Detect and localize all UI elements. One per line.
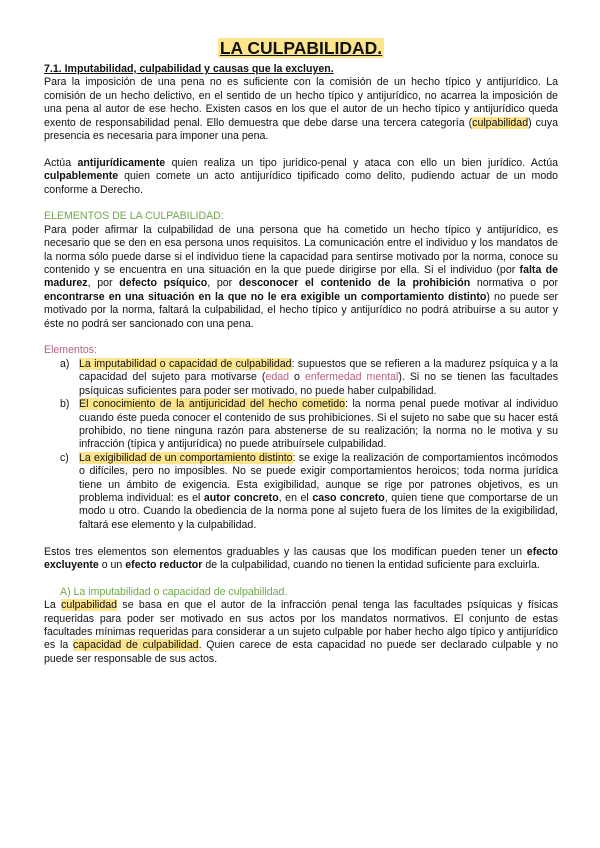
list-item-conocimiento (44, 398, 558, 452)
pink-enfermedad-mental: enfermedad mental (304, 371, 399, 384)
text-run: La (44, 599, 62, 612)
text-run: normativa o por (470, 277, 559, 290)
text-run: : la norma penal puede motivar al individuo cuando éste pueda conocer el contenido de sus prohibiciones. Si el sujeto no sabe que su hacer está prohibido, no tiene ninguna razón para abstenerse de su realización; la norma no le motiva y su infracción (típica y antijurídica) no puede atribuírsele culpabilidad. (79, 398, 558, 451)
text-run: o un (98, 558, 126, 571)
bold-defecto-psiquico: defecto psíquico (119, 277, 208, 290)
text-run: , por (87, 277, 120, 290)
spacer (44, 572, 558, 585)
highlight-culpabilidad: culpabilidad (472, 116, 529, 129)
text-run: , por (207, 277, 239, 290)
bold-no-exigible: encontrarse en una situación en la que no le era exigible un comportamiento distinto (44, 290, 487, 303)
text-run: de la culpabilidad, cuando no tienen la entidad suficiente para excluirla. (202, 558, 540, 571)
page-title-text: LA CULPABILIDAD. (219, 38, 383, 58)
page-title (44, 38, 558, 59)
highlight-conocimiento: El conocimiento de la antijuricidad del hecho cometido (79, 398, 345, 411)
bold-culpablemente: culpablemente (44, 170, 119, 183)
text-run: ). Si no se tienen las facultades psíquicas suficientes para poder ser motivado, no puede haber culpabilidad. (79, 371, 558, 397)
text-run: , en el (278, 491, 313, 504)
spacer (44, 197, 558, 210)
text-run: . Quien carece de esta capacidad no puede ser declarado culpable y no puede ser responsable de sus actos. (44, 639, 559, 665)
section-heading-elementos: ELEMENTOS DE LA CULPABILIDAD: (44, 210, 224, 223)
bold-efecto-reductor: efecto reductor (125, 558, 203, 571)
highlight-culpabilidad: culpabilidad (61, 599, 118, 612)
paragraph-imputabilidad (44, 599, 558, 666)
text-run: Actúa (44, 156, 78, 169)
text-run: o (289, 371, 305, 384)
paragraph-antijuridico (44, 157, 558, 197)
document-page (44, 38, 558, 666)
elementos-label: Elementos: (44, 344, 97, 357)
pink-edad: edad (265, 371, 290, 384)
highlight-imputabilidad: La imputabilidad o capacidad de culpabilidad (79, 357, 292, 370)
section-heading-7-1: 7.1. Imputabilidad, culpabilidad y causas que la excluyen. (44, 63, 334, 75)
bold-desconocer-prohibicion: desconocer el contenido de la prohibición (238, 277, 471, 290)
text-run: se basa en que el autor de la infracción penal tenga las facultades psíquicas y físicas requeridas para poder ser motivado en sus actos por los mandatos normativos. El conjunto de estas facultades mínimas requeridas para considerar a un sujeto culpable por haber hecho algo típico y antijurídico es la (44, 599, 558, 652)
paragraph-intro (44, 76, 558, 143)
text-run: ) cuya presencia es necesaria para imponer una pena. (44, 116, 558, 143)
text-run: Para la imposición de una pena no es suficiente con la comisión de un hecho típico y antijurídico. La comisión de un hecho delictivo, en el sentido de un hecho típico y antijurídico, no acarrea la imposición de una pena al autor de ese hecho. Existen casos en los que el autor de un hecho típico y antijurídico queda exento de responsabilidad penal. Ello demuestra que debe darse una tercera categoría ( (44, 76, 558, 129)
text-run: : supuestos que se refieren a la madurez psíquica y a la capacidad del sujeto para motivarse ( (79, 357, 558, 384)
bold-autor-concreto: autor concreto (203, 491, 279, 504)
elementos-list (44, 358, 558, 532)
list-item-imputabilidad (44, 358, 558, 398)
paragraph-graduables (44, 546, 558, 573)
text-run: : se exige la realización de comportamientos incómodos o difíciles, pero no imposibles. No se puede exigir comportamientos heroicos; toda norma jurídica tiene un ámbito de exigencia. Esta exigibilidad, aunque se rige por patrones objetivos, es un problema individual: es el (79, 451, 558, 504)
spacer (44, 143, 558, 156)
text-run: Para poder afirmar la culpabilidad de una persona que ha cometido un hecho típico y antijurídico, es necesario que se den en esa persona unos requisitos. La comunicación entre el individuo y los mandatos de la norma sólo puede darse si el individuo tiene la capacidad para sentirse motivado por la norma, conoce su contenido y se encuentra en una situación en la que puede dirigirse por ella. Si el individuo (por (44, 223, 558, 277)
bold-falta-madurez: falta de madurez (44, 264, 558, 290)
list-marker: a) (60, 357, 70, 370)
list-item-exigibilidad (44, 452, 558, 532)
list-marker: c) (60, 451, 69, 464)
spacer (44, 331, 558, 344)
list-marker: b) (60, 398, 70, 411)
bold-antijuridicamente: antijurídicamente (77, 156, 166, 169)
spacer (44, 532, 558, 545)
paragraph-elementos (44, 224, 558, 331)
highlight-exigibilidad: La exigibilidad de un comportamiento distinto (79, 451, 293, 464)
text-run: quien realiza un tipo jurídico-penal y ataca con ello un bien jurídico. Actúa (165, 156, 558, 169)
text-run: , quien tiene que comportarse de un modo u otro. Cuando la obediencia de la norma pone al sujeto fuera de los límites de la exigibilidad, faltará ese elemento y la culpabilidad. (79, 491, 558, 531)
highlight-capacidad-culpabilidad: capacidad de culpabilidad (72, 639, 199, 652)
bold-caso-concreto: caso concreto (312, 491, 385, 504)
bold-efecto-excluyente: efecto excluyente (44, 545, 558, 571)
text-run: Estos tres elementos son elementos graduables y las causas que los modifican pueden tener un (44, 545, 527, 558)
text-run: quien comete un acto antijurídico tipificado como delito, pudiendo actuar de un modo conforme a Derecho. (44, 170, 558, 196)
text-run: ) no puede ser motivado por la norma, faltará la culpabilidad, el hecho típico y antijurídico no podrá atribuirse a su autor y éste no podrá ser sancionado con una pena. (44, 290, 558, 330)
section-heading-imputabilidad: A) La imputabilidad o capacidad de culpabilidad. (60, 585, 288, 598)
